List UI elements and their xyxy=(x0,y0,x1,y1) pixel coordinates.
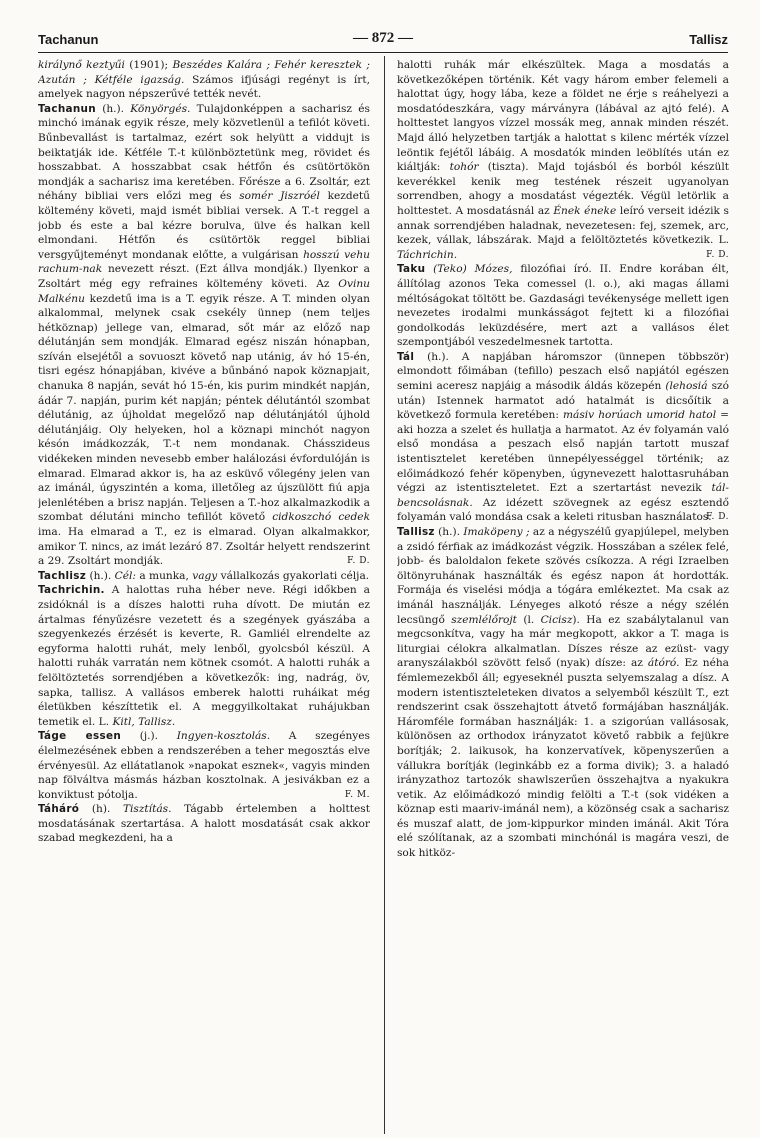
body-text: az a négyszélű gyapjúlepel, melyben a zsidó férfiak az imádkozást végzik. Hosszában a széleк felé, jobb- és baloldalon fekete szövés csíkozza. A régi Izraelben öltönyruhának használták és egész napon át hordották. Formája és viselési módja a tógára emlékeztet. Ma csak az imánál használják. Lényeges alkotó része a négy szélén lecsüngő xyxy=(397,526,729,626)
body-text: leíró verseit idézik s annak sorrendjében haladnak, nevezetesen: fej, szemek, arc, kezek, vállak, lábszárak. Majd a felöltöztetés következik. L. xyxy=(397,204,729,247)
body-text: (h.). A napjában háromszor (ünnepen többször) elmondott főimában (tefillo) peszach első napjától egészen semini aceresz napjáig a második áldás közepén xyxy=(397,350,729,393)
italic-text: királynő keztyűi xyxy=(38,59,125,71)
body-text: (h). xyxy=(79,803,123,816)
body-text: (j.). xyxy=(121,730,177,743)
entry-táháró xyxy=(38,802,370,846)
body-text: szó után) Istennek harmatot adó hatalmát is dicsőítik a következő formula keretében: xyxy=(397,380,729,422)
italic-text: Ovinu Malkénu xyxy=(38,277,370,305)
left-column xyxy=(38,58,370,1132)
italic-text: tohór xyxy=(449,161,479,174)
entry-headword: Táháró xyxy=(38,803,80,816)
italic-text: vagy xyxy=(192,569,218,582)
italic-text: Ének xyxy=(553,204,581,217)
body-text: = aki hozza a szelet és hullatja a harmatot. Az év folyamán való első mondása a peszach első napján tartott muszaf istentisztelet keretében ünnepélyességgel történik; az előimádkozó fehér köpenyben, úgynevezett halottasruhában végzi az istentiszteletet. Ezt a szertartást nevezik xyxy=(397,409,729,495)
entry-taku xyxy=(397,262,729,350)
body-text: filozófiai író. II. Endre korában élt, állítólag azonos Teka comessel (l. o.), aki magas állami méltóságokat töltött be. Gazdasági tevékenysége mellett igen nevezetes irodalmi munkásságot fejtett ki a filozófiai gondolkodás leküzdésére, mert azt a vallásos élet szempontjából veszedelmesnek tartotta. xyxy=(397,263,729,349)
body-text: Tulajdonképpen a sacharisz és minchó imának egyik része, mely közvetlenül a tefilót követi. Bűnbevallást is tartalmaz, ezért sok helyütt a viddujt is beiktatják ide. Kétféle T.-t különböztetünk meg, rövidet és hosszabbat. A hosszabbat csak hétfőn és csütörtökön mondják a sacharisz ima keretében. Főrésze a 6. Zsoltár, ezt néhány bibliai vers előzi meg és xyxy=(38,102,370,203)
header-left-keyword: Tachanun xyxy=(38,32,99,47)
italic-text: Cicisz xyxy=(540,613,573,626)
entry-continuation xyxy=(397,58,729,262)
italic-text: Tisztítás. xyxy=(122,803,172,816)
entry-headword: Tachanun xyxy=(38,102,96,115)
author-signature: F. M. xyxy=(344,789,370,800)
italic-text: tál-bencsolásnak. xyxy=(397,482,729,509)
italic-text: cidkoszchó cedek xyxy=(272,511,370,524)
italic-text: Ingyen-kosztolás. xyxy=(176,730,271,743)
italic-text: Kitl, Tallisz. xyxy=(112,715,176,728)
body-text: nevezett részt. (Ezt állva mondják.) Ilyenkor a Zsoltárt még egy refraines költemény követi. Az xyxy=(38,263,370,290)
body-text: (h.). xyxy=(95,102,131,115)
body-text: kezdetű ima is a T. egyik része. A T. minden olyan alkalommal, melynek csak csekély ünnep (nem teljes hétköznap) jellege van, elmarad, sőt már az előző nap délutánján sem mondják. Elmarad egész niszán hónapban, szíván elsejétől a sovuoszt követő nap utánig, áv hó 15-én, tisri egész hónapjában, kivéve a bűnbánó napok köznapjait, chanuka 8 napján, sevát hó 15-én, kis purim mindkét napján, ádár 7. napján, purim két napján; péntek délutántól szombat délutánig, az újholdat megelőző nap délutánjától újhold délutánjáig. Oly helyeken, hol a köznapi minchót nagyon késón imádkozzák, T.-t nem mondanak. Chásszideus vidékeken minden nevesebb ember halálozási évfordulóján is elmarad. Elmarad akkor is, ha az esküvő vőlegény jelen van az imánál, úgyszintén a koma, illetőleg az újszülött fiú apja jelenlétében a brisz napján. Teljesen a T.-hoz alkalmazkodik a szombat délutáni mincho tefillót követő xyxy=(38,292,370,524)
header-rule xyxy=(38,52,728,53)
author-signature: F. D. xyxy=(706,249,729,260)
body-text: ima. Ha elmarad a T., ez is elmarad. Olyan alkalmakkor, amikor T. nincs, az imát lezáró 87. Zsoltár helyett rendszerint a 29. Zsoltárt mondják. xyxy=(38,526,370,568)
entry-tachrichin xyxy=(38,583,370,729)
body-text: (tiszta). Majd tojásból és borból készült keverékkel kenik meg testének részeit ugyanolyan sorrendben, ahogy a mosdatást végezték. Végül letörlik a holttestet. A mosdatásnál az xyxy=(397,161,729,217)
body-text: A szegényes élelmezésének ebben a rendszerében a teher megosztás elve érvényesül. Az ellátatlanok »napokat esznek«, vagyis minden nap fölváltva másmás házban kosztolnak. A jesivákban ez a konviktust pótolja. xyxy=(38,730,370,801)
body-text: a munka, xyxy=(135,569,193,582)
body-text: (h.). xyxy=(434,526,464,538)
italic-text: szemlélőrojt xyxy=(451,613,517,626)
body-text: (l. xyxy=(516,613,541,626)
entry-headword: Tachlisz xyxy=(38,569,87,582)
author-signature: F. D. xyxy=(347,556,370,567)
italic-text: Könyörgés. xyxy=(130,102,191,115)
body-text xyxy=(425,263,433,275)
italic-text: (lehosiá xyxy=(665,380,708,393)
italic-text: Cél: xyxy=(114,569,136,582)
entry-headword: Tachrichin. xyxy=(38,584,105,597)
italic-text: Táchrichin. xyxy=(397,248,458,261)
entry-tachlisz xyxy=(38,569,370,584)
entry-headword: Táge essen xyxy=(38,730,122,743)
body-text: Számos ifjúsági regényt is írt, amelyek nagyon népszerűvé tették nevét. xyxy=(38,73,370,101)
entry-tál xyxy=(397,350,729,525)
italic-text: Beszédes Kalára ; Fehér keresztek ; Azután ; Kétféle igazság. xyxy=(38,59,370,86)
body-text: (1901); xyxy=(124,59,173,71)
body-text: Ez néha fémlemezekből áll; egyeseknél puszta selyemszalag a dísz. A modern istentiszteleteken divatos a selyemből készült T., ezt rendszerint csak összehajtott átvető formájában használják. Háromféle formában használják: 1. a szigorúan vallásosak, különösen az orthodox irányzatot követő rabbik a fejükre borítják; 2. laikusok, ha konzervatívek, köpenyszerűen a vállukra borítják (leginkább ez a forma divik); 3. a haladó irányzathoz tartozók shawlszerűen összehajtva a nyakukra vetik. Az előimádkozó mindig felölti a T.-t (sok vidéken a köznap esti maariv-imánál nem), a közönség csak a sacharisz és muszaf alatt, de jom-kippurkor minden imánál. Akit Tóra elé szólítanak, az a szombati minchónál is magára veszi, de sok hitköz- xyxy=(397,657,729,860)
italic-text: Imaköpeny ; xyxy=(463,526,530,538)
body-text: Tágabb értelemben a holttest mosdatásának szertartása. A halott mosdatását csak akkor szabad megkezdeni, ha a xyxy=(38,803,370,845)
body-text: (h.). xyxy=(86,569,115,582)
header-right-keyword: Tallisz xyxy=(689,32,728,47)
body-text: Az idézett szövegnek az egész esztendő folyamán való mondása csak a keleti ritusban használatos. xyxy=(397,496,729,524)
entry-continuation xyxy=(38,58,370,102)
body-text: A halottas ruha héber neve. Régi időkben a zsidóknál is a díszes halotti ruha dívott. De miután ez ártalmas fényűzésre vezetett és a szegények gyászába a szegyenkezés érzését is keverte, R. Gamliél elrendelte az egyforma halotti ruhát, mely lenből, gyolcsból készül. A halotti ruhák varratán nem kötnek csomót. A halotti ruhák a felöltöztetés sorrendjében a következők: ing, nadrág, öv, sapka, tallisz. A vallásos emberek halotti ruháikat még életükben készíttetik el. A meggyilkoltakat ruhájukban temetik el. L. xyxy=(38,584,370,728)
right-column xyxy=(397,58,729,1132)
entry-tallisz xyxy=(397,525,729,861)
body-text: vállalkozás gyakorlati célja. xyxy=(217,569,370,582)
body-text: kezdetű költemény követi, majd ismét bibliai versek. A T.-t reggel a jobb és este a bal kézre borulva, ülve és halkan kell elmondani. Hétfőn és csütörtök reggel bibliai versgyűjteményt mondanak előtte, a vulgárisan xyxy=(38,190,370,261)
italic-text: éneke xyxy=(584,204,617,217)
page-number: — 872 — xyxy=(353,30,413,46)
body-text: ). Ha ez szabálytalanul van megcsonkítva, vagy ha már megkopott, akkor a T. maga is liturgiai célokra alkalmatlan. Díszes része az ezüst- vagy aranyszálakból szövött felső (nyak) dísze: az xyxy=(397,613,729,670)
body-text: halotti ruhák már elkészültek. Maga a mosdatás a következőképen történik. Két vagy három ember felemeli a halottat úgy, hogy lába, keze a földet ne érje s reáhelyezi a mosdatódeszkára, vagy márványra (lábával az ajtó felé). A holttestet langyos vízzel mossák meg, annak minden részét. Majd álló helyzetben tartják a halottat s kilenc mérték vízzel leöntik fejétől lábáig. A mosdatók minden leöblítés után ez kiáltják: xyxy=(397,59,729,174)
entry-headword: Taku xyxy=(397,263,426,276)
entry-tachanun xyxy=(38,102,370,569)
author-signature: F. D. xyxy=(706,512,729,523)
column-divider xyxy=(384,56,385,1134)
running-header xyxy=(38,30,728,52)
italic-text: somér Jiszróél xyxy=(239,190,320,203)
italic-text: átóró. xyxy=(647,657,680,670)
italic-text: másiv horúach umorid hatol xyxy=(563,409,717,422)
italic-text: (Teko) Mózes, xyxy=(433,263,513,276)
entry-headword: Tallisz xyxy=(397,526,435,538)
italic-text: hosszú vehu rachum-nak xyxy=(38,248,370,276)
entry-headword: Tál xyxy=(397,350,415,363)
